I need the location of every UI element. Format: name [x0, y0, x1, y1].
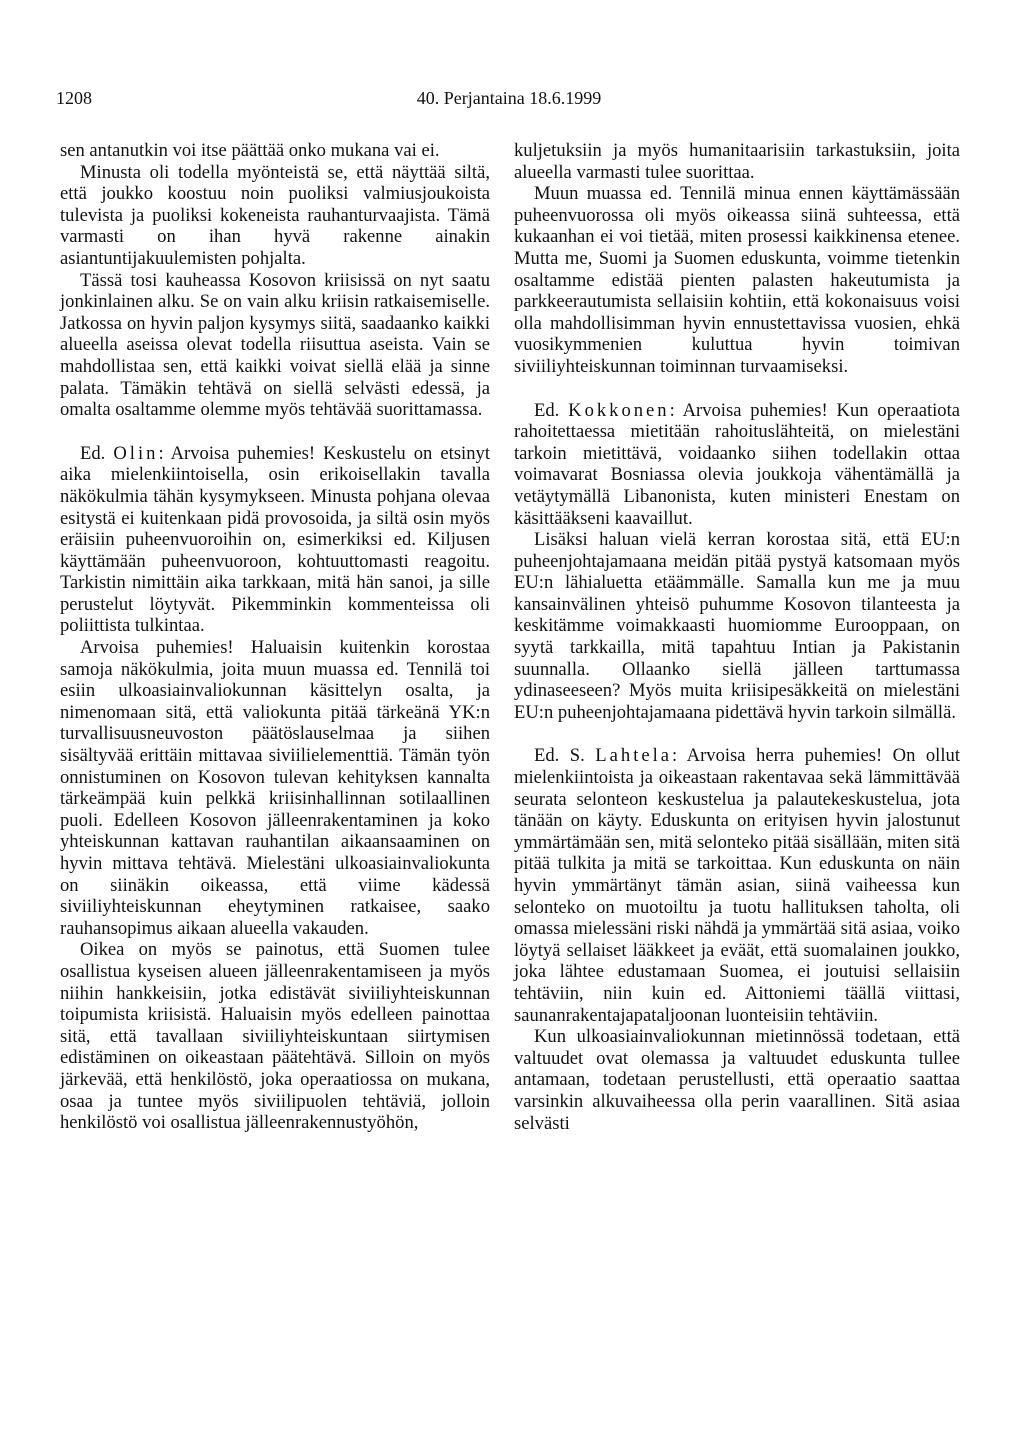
paragraph: Arvoisa puhemies! Haluaisin kuitenkin korostaa samoja näkökulmia, joita muun muassa ed. Tennilä toi esiin ulkoasiainvaliokunnan käsittelyn osalta, ja nimenomaan sitä, että valiokunta pitää tärkeänä YK:n turvallisuusneuvoston päätöslauselmaa ja siihen sisältyvää erittäin mittavaa siviilielementtiä. Tämän työn onnistuminen on Kosovon tulevan kehityksen kannalta tärkeämpää kuin pelkkä kriisinhallinnan sotilaallinen puoli. Edelleen Kosovon jälleenrakentaminen ja koko yhteiskunnan kattavan rauhantilan aikaansaaminen on hyvin mittava tehtävä. Mielestäni ulkoasiainvaliokunta on siinäkin oikeassa, että viime kädessä siviiliyhteiskunnan eheytyminen ratkaisee, saako rauhansopimus aikaan alueella vakauden.: [60, 637, 490, 939]
speech-text: : Arvoisa puhemies! Kun operaatiota rahoitettaessa mietitään rahoituslähteitä, on mielestäni tarkoin mietittävä, voidaanko siihen todellakin ottaa voimavarat Bosniassa olevia joukkoja vähentämällä ja vetäytymällä Libanonista, kuten ministeri Enestam on käsittääkseni kaavaillut.: [514, 399, 960, 529]
speech-paragraph: [514, 400, 960, 530]
speech-text: : Arvoisa puhemies! Keskustelu on etsinyt aika mielenkiintoisella, osin erikoisellakin tavalla näkökulmia tähän kysymykseen. Minusta pohjana olevaa esitystä ei kuitenkaan pidä provosoida, ja siltä osin myös eräisiin puheenvuoroihin on, esimerkiksi ed. Kiljusen käyttämään puheenvuoroon, kohtuuttomasti reagoitu. Tarkistin nimittäin aika tarkkaan, mitä hän sanoi, ja sille perustelut löytyvät. Pikemminkin kommenteissa oli poliittista tulkintaa.: [60, 442, 490, 637]
page-header: [56, 88, 962, 112]
speaker-prefix: Ed.: [80, 442, 106, 464]
paragraph: Muun muassa ed. Tennilä minua ennen käyttämässään puheenvuorossa oli myös oikeassa siinä suhteessa, että kukaanhan ei voi tietää, miten prosessi kaikkinensa etenee. Mutta me, Suomi ja Suomen eduskunta, voimme tietenkin osaltamme edistää pienten palasten hakeutumista ja parkkeerautumista sellaisiin kohtiin, että kokonaisuus voisi olla mahdollisimman hyvin ennustettavissa vuosien, ehkä vuosikymmenien kuluttua hyvin toimivan siviiliyhteiskunnan toiminnan turvaamiseksi.: [514, 183, 960, 377]
speech-text: : Arvoisa herra puhemies! On ollut mielenkiintoista ja oikeastaan rakentavaa sekä lämmittävää seurata selonteon keskustelua ja palautekeskustelua, jota tänään on käyty. Eduskunta on erityisen hyvin jalostunut ymmärtämään sen, mitä selonteko pitää sisällään, miten sitä pitää tulkita ja mitä se tarkoittaa. Kun eduskunta on näin hyvin ymmärtänyt tämän asian, siinä vaiheessa kun selonteko on muotoiltu ja tuotu hallituksen taholta, oli omassa mielessäni riski nähdä ja ymmärtää sitä asiaa, voiko löytyä sellaiset lääkkeet ja eväät, että suomalainen joukko, joka lähtee edustamaan Suomea, ei joutuisi sellaisiin tehtäviin, niin kuin ed. Aittoniemi täällä viittasi, saunanrakentajapataljoonan luonteisiin tehtäviin.: [514, 745, 960, 1026]
speaker-prefix: Ed.: [534, 399, 560, 421]
speaker-name: Olin: [113, 442, 159, 464]
speech-paragraph: [60, 443, 490, 637]
speaker-name: Kokkonen: [568, 399, 670, 421]
right-column: [514, 140, 960, 1134]
speaker-name: Lahtela: [595, 745, 673, 767]
speech-paragraph: [514, 745, 960, 1026]
paragraph: Kun ulkoasiainvaliokunnan mietinnössä todetaan, että valtuudet ovat olemassa ja valtuudet eduskunta tullee antamaan, todetaan perustellusti, että operaatio saattaa varsinkin alkuvaiheessa olla perin vaarallinen. Sitä asiaa selvästi: [514, 1026, 960, 1134]
paragraph: Lisäksi haluan vielä kerran korostaa sitä, että EU:n puheenjohtajamaana meidän pitää pystyä katsomaan myös EU:n lähialuetta etäämmälle. Samalla kun me ja muu kansainvälinen yhteisö puhumme Kosovon tilanteesta ja keskitämme voimakkaasti huomiomme Eurooppaan, on syytä tarkkailla, mitä tapahtuu Intian ja Pakistanin suunnalla. Ollaanko siellä jälleen tarttumassa ydinaseeseen? Myös muita kriisipesäkkeitä on mielestäni EU:n puheenjohtajamaana pidettävä hyvin tarkoin silmällä.: [514, 529, 960, 723]
page-number: 1208: [56, 88, 92, 108]
speaker-prefix: Ed. S.: [534, 745, 585, 767]
paragraph: Oikea on myös se painotus, että Suomen tulee osallistua kyseisen alueen jälleenrakentamiseen ja myös niihin hankkeisiin, jotka edistävät siviiliyhteiskunnan toipumista kriisistä. Haluaisin myös edelleen painottaa sitä, että tavallaan siviiliyhteiskuntaan siirtymisen edistäminen on oikeastaan päätehtävä. Silloin on myös järkevää, että henkilöstö, joka operaatiossa on mukana, osaa ja tuntee myös siviilipuolen tehtäviä, jolloin henkilöstö voi osallistua jälleenrakennustyöhön,: [60, 939, 490, 1134]
paragraph: Tässä tosi kauheassa Kosovon kriisissä on nyt saatu jonkinlainen alku. Se on vain alku kriisin ratkaisemiselle. Jatkossa on hyvin paljon kysymys siitä, saadaanko kaikki alueella aseissa olevat todella riisuttua aseista. Vain se mahdollistaa sen, että kaikki voivat siellä elää ja sinne palata. Tämäkin tehtävä on siellä selvästi edessä, ja omalta osaltamme olemme myös tehtävää suorittamassa.: [60, 269, 490, 421]
running-title: 40. Perjantaina 18.6.1999: [416, 88, 602, 108]
paragraph: kuljetuksiin ja myös humanitaarisiin tarkastuksiin, joita alueella varmasti tulee suorittaa.: [514, 140, 960, 183]
paragraph: sen antanutkin voi itse päättää onko mukana vai ei.: [60, 140, 440, 161]
left-column: [60, 140, 490, 1134]
paragraph: Minusta oli todella myönteistä se, että näyttää siltä, että joukko koostuu noin puoliksi valmiusjoukoista tulevista ja puoliksi kokeneista rauhanturvaajista. Tämä varmasti on ihan hyvä rakenne ainakin asiantuntijakuulemisten pohjalta.: [60, 161, 490, 269]
